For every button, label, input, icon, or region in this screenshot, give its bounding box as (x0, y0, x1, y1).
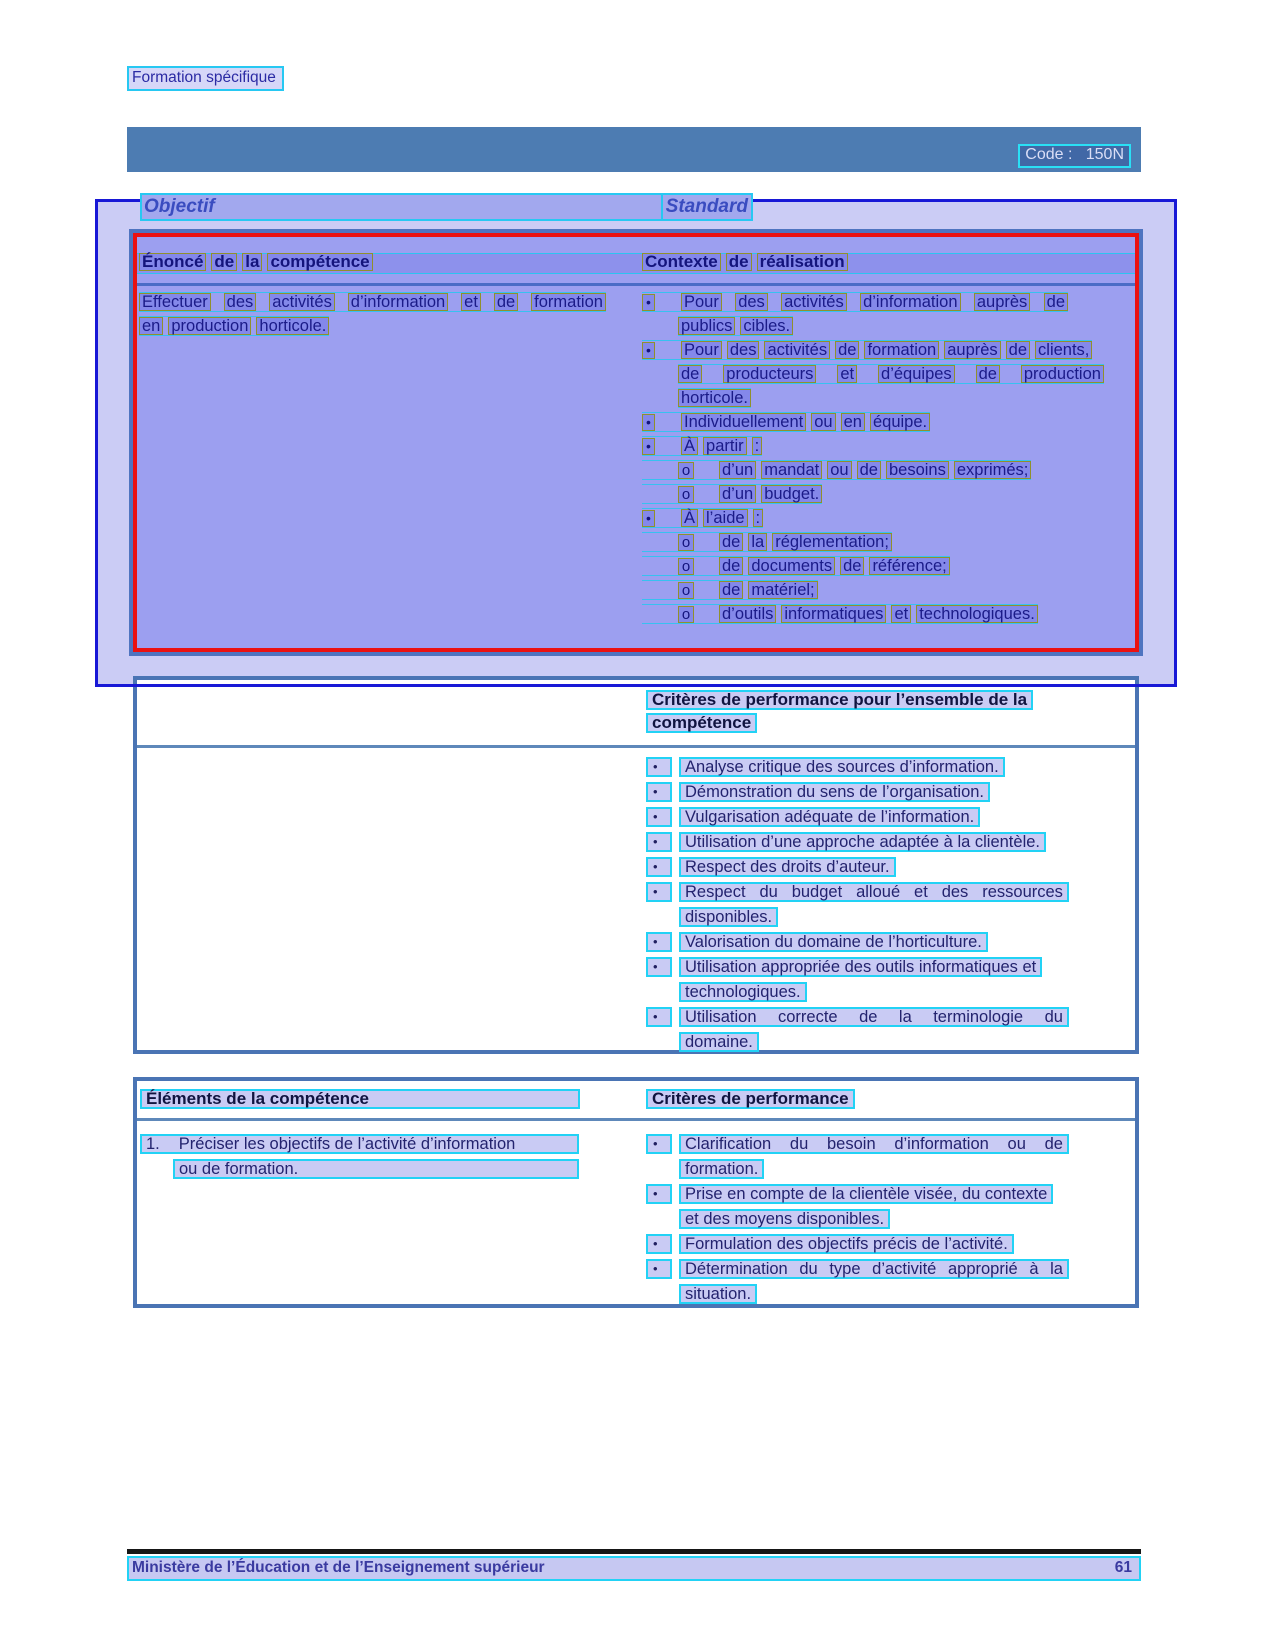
word-highlight: d’information (348, 293, 448, 311)
word-highlight: partir (703, 437, 747, 455)
word-highlight: informatiques (781, 605, 886, 623)
criteres-cell (646, 1134, 1069, 1309)
word: besoin (827, 1135, 876, 1153)
word-highlight: formation (531, 293, 606, 311)
bullet-item (646, 1134, 1069, 1154)
element-line: ou de formation. (173, 1159, 579, 1179)
word-highlight: producteurs (723, 365, 816, 383)
bullet-marker: • (642, 294, 655, 311)
word: des (941, 883, 969, 901)
word-highlight: budget. (761, 485, 822, 503)
word-highlight: À (681, 437, 698, 455)
word: du (799, 1260, 818, 1278)
word-highlight: formation (864, 341, 939, 359)
word-highlight: de (835, 341, 859, 359)
word-highlight: référence; (869, 557, 949, 575)
header-divider (137, 1118, 1135, 1121)
word-highlight: À (681, 509, 698, 527)
word-highlight: activités (781, 293, 847, 311)
highlight-line: et des moyens disponibles. (679, 1209, 890, 1229)
bullet-item (646, 807, 1069, 827)
word: à (1029, 1260, 1039, 1278)
text-line (678, 364, 1104, 384)
element-line (140, 1134, 579, 1154)
title-bar (127, 127, 1141, 172)
word-highlight: des (224, 293, 257, 311)
highlight-line: Prise en compte de la clientèle visée, du contexte (679, 1184, 1053, 1204)
bullet-item (646, 757, 1069, 777)
bullet-item (646, 1184, 1069, 1204)
criteres-header: Critères de performance (646, 1089, 855, 1109)
word-highlight: publics (678, 317, 735, 335)
highlight-line: formation. (679, 1159, 764, 1179)
bullet-item (646, 932, 1069, 952)
enonce-cell (139, 292, 606, 340)
bullet-item (646, 957, 1069, 977)
continuation-line (679, 907, 1069, 927)
header-line: Critères de performance pour l’ensemble de la (646, 690, 1033, 710)
continuation-line (679, 1032, 1069, 1052)
elements-competence-table (133, 1077, 1139, 1308)
highlight-line (679, 1259, 1069, 1279)
bullet-marker: • (646, 957, 672, 977)
highlight-line: Analyse critique des sources d’information. (679, 757, 1005, 777)
word-highlight: équipe. (870, 413, 930, 431)
highlight-line: disponibles. (679, 907, 778, 927)
word: du (789, 1135, 809, 1153)
highlight-line: Vulgarisation adéquate de l’information. (679, 807, 980, 827)
bullet-item (646, 832, 1069, 852)
highlight-line: Respect des droits d’auteur. (679, 857, 896, 877)
word-highlight: et (891, 605, 911, 623)
criteres-ensemble-list (646, 757, 1069, 1052)
bullet-item (642, 412, 930, 432)
bullet-item (642, 556, 950, 576)
enonce-header (139, 253, 373, 271)
word-highlight: Énoncé (139, 253, 206, 271)
bullet-marker: • (646, 1184, 672, 1204)
word-highlight: Contexte (642, 253, 721, 271)
word-highlight: de (1044, 293, 1068, 311)
word: d’information (894, 1135, 989, 1153)
word-highlight: de (840, 557, 864, 575)
word-highlight: des (735, 293, 768, 311)
highlight-line: situation. (679, 1284, 757, 1304)
elements-header: Éléments de la compétence (140, 1089, 580, 1109)
bullet-item (642, 604, 1038, 624)
word: Respect (685, 883, 746, 901)
bullet-marker: • (646, 807, 672, 827)
word-highlight: d’équipes (878, 365, 955, 383)
word: et (914, 883, 928, 901)
contexte-cell (642, 292, 1101, 628)
bullet-item (642, 340, 1092, 360)
word-highlight: auprès (974, 293, 1030, 311)
bullet-item (642, 580, 818, 600)
word-highlight: ou (811, 413, 835, 431)
word-highlight: des (727, 341, 760, 359)
word-highlight: ou (827, 461, 851, 479)
elements-table-header (140, 1089, 1135, 1109)
text-line (139, 316, 329, 336)
word-highlight: production (168, 317, 251, 335)
bullet-marker: o (678, 558, 694, 575)
word-highlight: de (719, 581, 743, 599)
word-highlight: de (726, 253, 752, 271)
bullet-marker: • (646, 1134, 672, 1154)
word-highlight: : (753, 509, 764, 527)
bullet-item (642, 532, 892, 552)
competence-table-header (137, 253, 1135, 274)
code-badge: Code : 150N (1018, 144, 1131, 168)
bullet-item (642, 460, 1031, 480)
word-highlight: et (837, 365, 857, 383)
bullet-marker: • (646, 1234, 672, 1254)
word: Détermination (685, 1260, 788, 1278)
word-highlight: activités (269, 293, 335, 311)
word-highlight: de (976, 365, 1000, 383)
highlight-line: Formulation des objectifs précis de l’activité. (679, 1234, 1014, 1254)
highlight-line: technologiques. (679, 982, 807, 1002)
bullet-item (642, 436, 762, 456)
word: la (898, 1008, 912, 1026)
bullet-marker: • (646, 757, 672, 777)
word-highlight: d’un (719, 485, 756, 503)
word-highlight: activités (764, 341, 830, 359)
word-highlight: la (748, 533, 767, 551)
bullet-marker: • (646, 857, 672, 877)
bullet-marker: o (678, 534, 694, 551)
bullet-marker: • (646, 882, 672, 902)
word-highlight: et (461, 293, 481, 311)
word-highlight: cibles. (740, 317, 793, 335)
text-line (678, 388, 751, 408)
text-line (139, 292, 606, 312)
word-highlight: de (719, 557, 743, 575)
word: du (1044, 1008, 1063, 1026)
page-number: 61 (1114, 1559, 1132, 1576)
word: correcte (778, 1008, 838, 1026)
word-highlight: besoins (886, 461, 949, 479)
bullet-marker: • (646, 832, 672, 852)
bullet-item (646, 1007, 1069, 1027)
word-highlight: de (211, 253, 237, 271)
word-highlight: de (857, 461, 881, 479)
bullet-item (642, 484, 822, 504)
objectif-standard-band (140, 193, 753, 221)
word-highlight: d’un (719, 461, 756, 479)
word-highlight: en (841, 413, 865, 431)
element-cell (140, 1134, 585, 1179)
word: alloué (856, 883, 901, 901)
section-label: Formation spécifique (127, 66, 284, 91)
highlight-line: Utilisation d’une approche adaptée à la clientèle. (679, 832, 1046, 852)
highlight-line: Valorisation du domaine de l’horticulture. (679, 932, 988, 952)
bullet-item (646, 857, 1069, 877)
word-highlight: matériel; (748, 581, 817, 599)
highlight-line: domaine. (679, 1032, 759, 1052)
word-highlight: technologiques. (916, 605, 1038, 623)
continuation-line (679, 1159, 1069, 1179)
bullet-marker: • (646, 932, 672, 952)
word-highlight: auprès (944, 341, 1000, 359)
word: du (759, 883, 778, 901)
justified-line (681, 293, 1068, 311)
word-highlight: documents (748, 557, 835, 575)
bullet-item (646, 1234, 1069, 1254)
continuation-line (679, 1284, 1069, 1304)
footer-ministry: Ministère de l’Éducation et de l’Enseignement supérieur (132, 1559, 545, 1576)
word-highlight: réalisation (757, 253, 848, 271)
bullet-marker: • (642, 414, 655, 431)
competence-table (133, 233, 1139, 652)
criteres-ensemble-table (133, 676, 1139, 1054)
header-line: compétence (646, 713, 757, 733)
word-highlight: de (719, 533, 743, 551)
bullet-marker: • (646, 782, 672, 802)
word: ressources (982, 883, 1063, 901)
word-highlight: Effectuer (139, 293, 211, 311)
highlight-line: Démonstration du sens de l’organisation. (679, 782, 990, 802)
word: type (829, 1260, 861, 1278)
word-highlight: exprimés; (954, 461, 1032, 479)
text-line (678, 316, 793, 336)
word-highlight: d’outils (719, 605, 776, 623)
word-highlight: réglementation; (772, 533, 892, 551)
highlight-line (679, 882, 1069, 902)
bullet-marker: • (642, 510, 655, 527)
contexte-header (642, 253, 848, 271)
bullet-marker: o (678, 462, 694, 479)
standard-heading: Standard (661, 193, 753, 221)
word-highlight: horticole. (256, 317, 329, 335)
word: terminologie (933, 1008, 1024, 1026)
word-highlight: en (139, 317, 163, 335)
word: la (1050, 1260, 1063, 1278)
bullet-item (642, 508, 763, 528)
continuation-line (679, 1209, 1069, 1229)
bullet-marker: o (678, 486, 694, 503)
word: Utilisation (685, 1008, 757, 1026)
word-highlight: horticole. (678, 389, 751, 407)
highlight-line: Utilisation appropriée des outils informatiques et (679, 957, 1042, 977)
word-highlight: Pour (681, 293, 722, 311)
bullet-marker: • (642, 438, 655, 455)
word-highlight: de (1006, 341, 1030, 359)
objectif-heading: Objectif (144, 196, 215, 217)
word-highlight: de (494, 293, 518, 311)
word-highlight: Individuellement (681, 413, 806, 431)
word: ou (1007, 1135, 1026, 1153)
bullet-marker: • (646, 1259, 672, 1279)
bullet-marker: o (678, 606, 694, 623)
word: de (859, 1008, 878, 1026)
bullet-item (646, 1259, 1069, 1279)
word-highlight: compétence (267, 253, 372, 271)
footer (127, 1556, 1141, 1581)
bullet-marker: • (646, 1007, 672, 1027)
word-highlight: : (752, 437, 763, 455)
footer-rule (127, 1549, 1141, 1554)
word: Clarification (685, 1135, 772, 1153)
word: d’activité (872, 1260, 937, 1278)
continuation-line (679, 982, 1069, 1002)
header-divider (137, 283, 1135, 286)
highlight-line (679, 1007, 1069, 1027)
word-highlight: clients, (1035, 341, 1092, 359)
word: budget (791, 883, 843, 901)
criteres-ensemble-header (646, 690, 1106, 736)
word-highlight: production (1021, 365, 1104, 383)
bullet-marker: o (678, 582, 694, 599)
element-number: 1. (146, 1135, 160, 1153)
word-highlight: Pour (681, 341, 722, 359)
element-text: Préciser les objectifs de l’activité d’information (178, 1135, 516, 1153)
elements-table-body (137, 1134, 1135, 1303)
word: de (1044, 1135, 1063, 1153)
highlight-line (679, 1134, 1069, 1154)
bullet-item (642, 292, 1068, 312)
word-highlight: l’aide (703, 509, 748, 527)
word-highlight: la (242, 253, 262, 271)
bullet-item (646, 782, 1069, 802)
word-highlight: de (678, 365, 702, 383)
word-highlight: mandat (761, 461, 822, 479)
header-divider (137, 745, 1135, 748)
bullet-marker: • (642, 342, 655, 359)
word-highlight: d’information (860, 293, 960, 311)
bullet-item (646, 882, 1069, 902)
word: approprié (947, 1260, 1018, 1278)
